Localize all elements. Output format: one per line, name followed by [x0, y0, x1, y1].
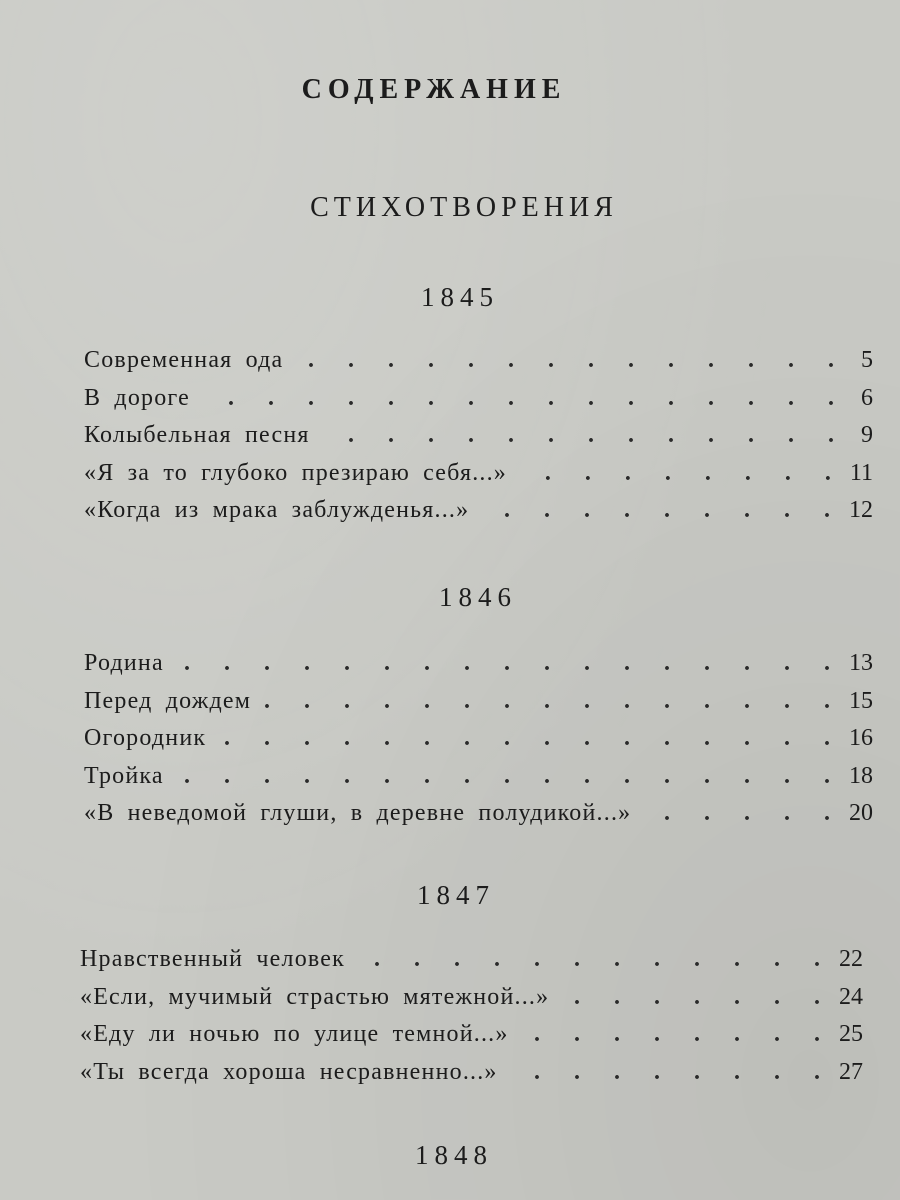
toc-entry — [84, 650, 873, 688]
page-title: СОДЕРЖАНИЕ — [301, 74, 567, 105]
entry-title: Родина — [84, 650, 164, 676]
toc-entry — [84, 385, 873, 423]
entry-title: Огородник — [84, 725, 207, 751]
entry-page-number: 16 — [849, 725, 873, 751]
dot-leader — [174, 763, 841, 790]
toc-entry — [84, 800, 873, 838]
year-heading-1848: 1848 — [415, 1140, 493, 1170]
dot-leader — [261, 688, 841, 715]
entry-page-number: 15 — [849, 687, 873, 714]
toc-entry — [84, 688, 873, 726]
dot-leader — [517, 460, 842, 487]
dot-leader — [355, 946, 831, 973]
entry-title: «Когда из мрака заблужденья...» — [84, 497, 470, 523]
entry-page-number: 18 — [849, 762, 873, 789]
entry-page-number: 5 — [861, 347, 873, 373]
entry-title: «Если, мучимый страстью мятежной...» — [80, 983, 550, 1010]
toc-entry — [84, 763, 873, 801]
dot-leader — [293, 347, 845, 374]
toc-entry — [84, 422, 873, 460]
entries-1847 — [80, 946, 863, 1096]
entry-title: «В неведомой глуши, в деревне полудикой...» — [84, 800, 632, 826]
section-title: СТИХОТВОРЕНИЯ — [310, 192, 618, 223]
entry-title: В дороге — [84, 384, 190, 411]
toc-entry — [80, 1059, 863, 1097]
toc-entry — [84, 497, 873, 535]
toc-entry — [84, 460, 873, 498]
entry-title: Тройка — [84, 762, 164, 789]
year-heading-1845: 1845 — [421, 282, 499, 312]
entry-page-number: 22 — [839, 946, 863, 972]
dot-leader — [641, 800, 841, 827]
entry-page-number: 25 — [839, 1021, 863, 1047]
toc-entry — [84, 347, 873, 385]
dot-leader — [174, 650, 841, 677]
dot-leader — [479, 497, 841, 524]
year-heading-1846: 1846 — [439, 582, 517, 612]
entry-title: Нравственный человек — [80, 946, 346, 972]
toc-entry — [80, 1021, 863, 1059]
dot-leader — [508, 1059, 831, 1086]
entry-page-number: 24 — [839, 983, 863, 1010]
entry-title: Колыбельная песня — [84, 422, 310, 448]
entry-title: «Я за то глубоко презираю себя...» — [84, 459, 507, 486]
entry-page-number: 20 — [849, 800, 873, 826]
entry-title: Перед дождем — [84, 687, 252, 714]
entries-1846 — [84, 650, 873, 838]
entry-page-number: 12 — [849, 497, 873, 523]
toc-entry — [84, 725, 873, 763]
dot-leader — [216, 725, 841, 752]
dot-leader — [559, 984, 831, 1011]
toc-entry — [80, 946, 863, 984]
entries-1845 — [84, 347, 873, 535]
entry-page-number: 6 — [861, 384, 873, 411]
entry-page-number: 9 — [861, 422, 873, 448]
entry-page-number: 13 — [849, 650, 873, 676]
toc-entry — [80, 984, 863, 1022]
year-heading-1847: 1847 — [417, 880, 495, 910]
dot-leader — [320, 422, 845, 449]
entry-title: «Ты всегда хороша несравненно...» — [80, 1058, 498, 1085]
dot-leader — [200, 385, 845, 412]
entry-title: «Еду ли ночью по улице темной...» — [80, 1021, 509, 1047]
entry-page-number: 11 — [849, 459, 873, 486]
entry-title: Современная ода — [84, 347, 284, 373]
dot-leader — [519, 1021, 831, 1048]
entry-page-number: 27 — [839, 1058, 863, 1085]
